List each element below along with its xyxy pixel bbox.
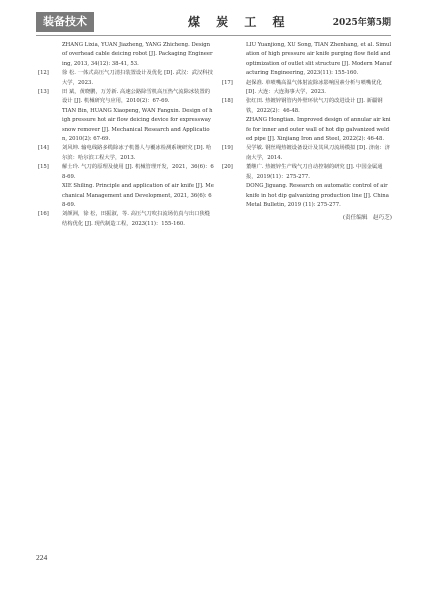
reference-number: [20] xyxy=(222,164,233,171)
reference-entry xyxy=(222,79,392,98)
reference-entry xyxy=(222,41,392,79)
reference-text: ZHANG Hongtian. Improved design of annular air knife for inner and outer wall of hot dip galvanized welded pipe [J]. Xinjiang Iron and Steel, 2022(2): 46-48. xyxy=(246,117,391,143)
editor-signoff: (责任编辑 赵巧芝) xyxy=(342,215,392,222)
reference-entry xyxy=(38,69,214,88)
reference-text: XIE Shiling. Principle and application of air knife [J]. Mechanical Management and Development, 2021, 36(6): 68-69. xyxy=(62,183,214,208)
reference-entry xyxy=(38,182,214,210)
page-number: 224 xyxy=(36,553,48,562)
header-rule xyxy=(36,35,391,36)
reference-text: 刘颜洲，徐 松，田振淑，等. 高压气刀吹扫流场仿真与出口狭缝结构优化 [J]. 现代制造工程，2023(11)：155-160. xyxy=(62,211,211,227)
reference-entry xyxy=(38,144,214,163)
reference-entry xyxy=(222,182,392,210)
reference-entry xyxy=(222,116,392,144)
reference-number: [17] xyxy=(222,79,233,86)
issue-label: 2025年第5期 xyxy=(332,18,391,28)
reference-text: LIU Yuanjiong, XU Song, TIAN Zhenhang, et al. Simulation of high pressure air knife purging flow field and optimization of outlet slit structure [J]. Modern Manufacturing Engineering, 2023(11): 155-160. xyxy=(246,42,392,77)
reference-number: [12] xyxy=(38,70,49,77)
section-tag: 装备技术 xyxy=(36,12,94,32)
reference-text: 刘风坤. 输电线路多缆除冰子机器人与覆冰检测系统研究 [D]. 哈尔滨：哈尔滨工程大学，2013. xyxy=(62,145,212,161)
reference-entry xyxy=(38,210,214,229)
reference-text: 董继广. 热镀锌生产线气刀自动控制的研究 [J]. 中国金属通报，2019(11)：275-277. xyxy=(246,164,383,180)
reference-text: 张红田. 热镀锌钢管内外壁环状气刀的改进设计 [J]. 新疆钢铁，2022(2)：46-48. xyxy=(246,98,383,114)
reference-text: 田 斌，黄晓鹏，万芳新. 高速公路除雪机高压热气流除冰装置的设计 [J]. 机械研究与应用，2010(2)：67-69. xyxy=(62,89,211,105)
reference-entry xyxy=(38,41,214,69)
reference-text: 徐 松. 一体式高压气刀清扫装置设计及优化 [D]. 武汉：武汉科技大学，2023. xyxy=(62,70,213,86)
reference-number: [14] xyxy=(38,145,49,152)
journal-title: 煤 炭 工 程 xyxy=(188,15,291,29)
reference-entry xyxy=(222,97,392,116)
reference-entry xyxy=(222,163,392,182)
reference-number: [13] xyxy=(38,89,49,96)
reference-text: TIAN Bin, HUANG Xiaopeng, WAN Fangxin. Design of high pressure hot air flow deicing device for expressway snow remover [J]. Mechanical Research and Application, 2010(2): 67-69. xyxy=(62,107,213,143)
reference-number: [19] xyxy=(222,145,233,152)
reference-text: 解士玲. 气刀的原理及使用 [J]. 机械管理开发，2021，36(6)：68-69. xyxy=(62,164,214,180)
reference-number: [15] xyxy=(38,164,49,171)
reference-number: [16] xyxy=(38,211,49,218)
reference-text: ZHANG Lixia, YUAN Jiazheng, YANG Zhicheng. Design of overhead cable deicing robot [J]. Packaging Engineering, 2013, 34(12): 38-41, 53. xyxy=(62,42,213,67)
reference-text: DONG Jiguang. Research on automatic control of air knife in hot dip galvanizing production line [J]. China Metal Bulletin, 2019 (11): 275-277. xyxy=(246,183,389,208)
reference-column-right xyxy=(222,41,392,223)
reference-text: 赵保准. 单喷嘴高温气体射流除冰影响因素分析与喷嘴优化 [D]. 大连：大连海事大学，2023. xyxy=(246,79,382,96)
reference-entry xyxy=(222,144,392,163)
reference-entry xyxy=(38,107,214,145)
reference-entry xyxy=(38,88,214,107)
reference-column-left xyxy=(38,41,214,229)
reference-entry xyxy=(38,163,214,182)
reference-number: [18] xyxy=(222,98,233,105)
reference-text: 吴学敏. 钢丝绳热镀设备设计及其风刀流场模拟 [D]. 济南：济南大学，2014. xyxy=(246,145,390,161)
page-header xyxy=(0,0,427,36)
